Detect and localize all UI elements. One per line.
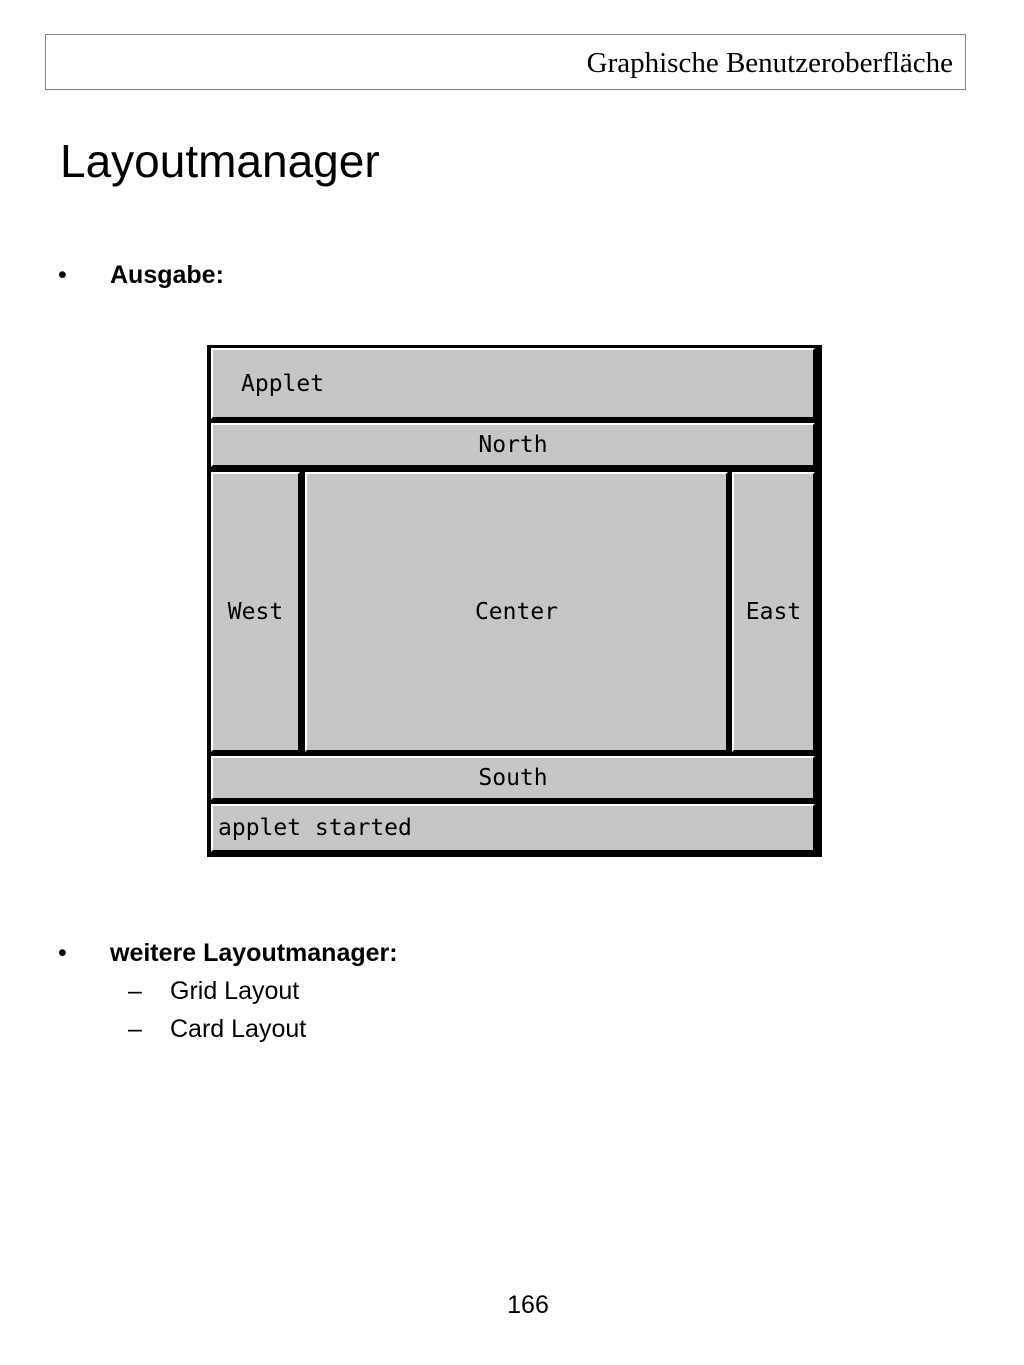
page-number: 166	[507, 1291, 549, 1319]
applet-title-bar	[211, 348, 815, 419]
center-label: Center	[474, 599, 559, 625]
east-label: East	[745, 599, 802, 625]
applet-window	[207, 345, 822, 857]
applet-title-label: Applet	[241, 370, 325, 397]
dash-marker: –	[128, 977, 142, 1005]
west-label: West	[227, 599, 284, 625]
bullet-marker: •	[58, 939, 67, 967]
dash-marker: –	[128, 1015, 142, 1043]
header-title: Graphische Benutzeroberfläche	[586, 47, 953, 79]
west-button[interactable]	[211, 472, 300, 752]
sub-item-grid-layout: Grid Layout	[170, 977, 300, 1005]
south-label: South	[478, 765, 548, 791]
east-button[interactable]	[732, 472, 815, 752]
north-label: North	[478, 432, 548, 458]
status-label: applet started	[218, 815, 412, 841]
status-bar	[211, 804, 815, 852]
north-button[interactable]	[211, 423, 815, 467]
header-box	[45, 34, 966, 90]
bullet-ausgabe: Ausgabe:	[110, 261, 224, 289]
slide-title: Layoutmanager	[60, 135, 380, 187]
bullet-weitere-layoutmanager: weitere Layoutmanager:	[110, 939, 398, 967]
sub-item-card-layout: Card Layout	[170, 1015, 307, 1043]
center-button[interactable]	[305, 472, 728, 752]
south-button[interactable]	[211, 756, 815, 800]
bullet-marker: •	[58, 261, 67, 289]
